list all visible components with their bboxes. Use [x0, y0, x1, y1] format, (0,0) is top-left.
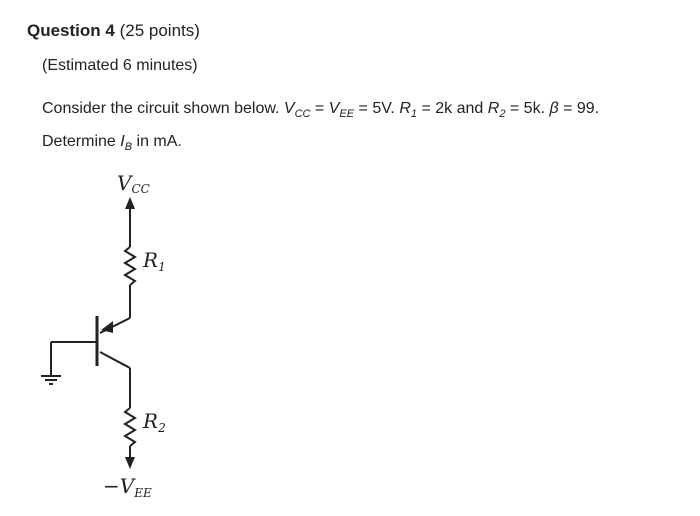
vcc-label: VCC — [117, 171, 150, 196]
beta-value: = 99. — [563, 100, 600, 117]
question-points: (25 points) — [119, 21, 200, 40]
r1-resistor — [125, 247, 135, 285]
beta-symbol: β — [549, 100, 559, 117]
r2-resistor — [125, 408, 135, 446]
r1-symbol: R — [399, 100, 411, 117]
unit-text: in mA. — [136, 133, 182, 151]
vee-arrow-icon — [125, 457, 135, 469]
r1-label: $R_1$ — [143, 248, 166, 274]
intro-text: Consider the circuit shown below. — [42, 100, 280, 117]
equals-sign: = — [314, 100, 325, 117]
r1-subscript: 1 — [410, 108, 418, 121]
r2-symbol: R — [487, 100, 500, 117]
r1-value: = 2k and — [421, 100, 484, 117]
vee-symbol: V — [328, 100, 340, 117]
vcc-symbol: V — [283, 100, 295, 117]
vee-subscript: EE — [339, 108, 355, 121]
question-title: Question 4 — [27, 21, 115, 40]
supply-value: = 5V. — [358, 100, 395, 117]
r2-value: = 5k. — [509, 100, 546, 117]
time-estimate: (Estimated 6 minutes) — [42, 57, 198, 74]
r2-subscript: 2 — [499, 108, 506, 121]
ib-symbol: I — [120, 133, 125, 151]
vee-label: $-V_{EE}$ — [103, 474, 152, 500]
r2-label: $R_2$ — [143, 409, 166, 435]
vcc-subscript: CC — [294, 108, 311, 121]
collector-lead — [100, 352, 130, 368]
ib-subscript: B — [124, 141, 133, 154]
determine-text: Determine — [42, 133, 116, 151]
